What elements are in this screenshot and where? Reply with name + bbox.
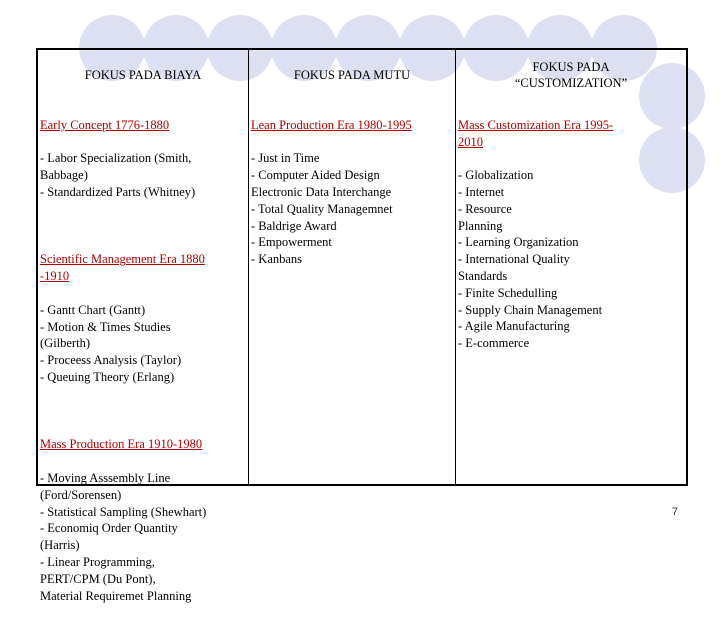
column-header: FOKUS PADA MUTU xyxy=(293,68,411,82)
column-customization xyxy=(456,50,686,484)
era-title: Mass Customization Era 1995- 2010 xyxy=(458,117,614,149)
era-title: Scientific Management Era 1880 -1910 xyxy=(40,252,205,284)
column-mutu xyxy=(249,50,455,484)
era-items: - Gantt Chart (Gantt) - Motion & Times Studies (Gilberth) - Proceess Analysis (Taylor) - Queuing Theory (Erlang) xyxy=(40,302,182,384)
column-header: FOKUS PADA BIAYA xyxy=(84,68,202,82)
era-title: Early Concept 1776-1880 xyxy=(40,117,170,132)
era-items: - Globalization - Internet - Resource Planning - Learning Organization - International Quality Standards - Finite Schedulling - Supply Chain Management - Agile Manufacturing - E-commerce xyxy=(458,168,603,351)
column-body xyxy=(38,100,248,621)
column-biaya xyxy=(38,50,248,603)
column-body xyxy=(456,100,686,369)
era-title: Lean Production Era 1980-1995 xyxy=(251,117,412,132)
comparison-table xyxy=(36,48,688,603)
era-items: - Moving Asssembly Line (Ford/Sorensen) - Statistical Sampling (Shewhart) - Economiq Order Quantity (Harris) - Linear Programming, PERT/CPM (Du Pont), Material Requiremet Planning xyxy=(40,470,207,603)
column-body xyxy=(249,100,455,285)
era-items: - Just in Time - Computer Aided Design Electronic Data Interchange - Total Quality Managemnet - Baldrige Award - Empowerment - Kanbans xyxy=(251,151,393,267)
era-title: Mass Production Era 1910-1980 xyxy=(40,437,203,452)
era-items: - Labor Specialization (Smith, Babbage) - Standardized Parts (Whitney) xyxy=(40,151,196,199)
page-number: 7 xyxy=(671,506,678,518)
column-header: FOKUS PADA “CUSTOMIZATION” xyxy=(514,60,628,90)
